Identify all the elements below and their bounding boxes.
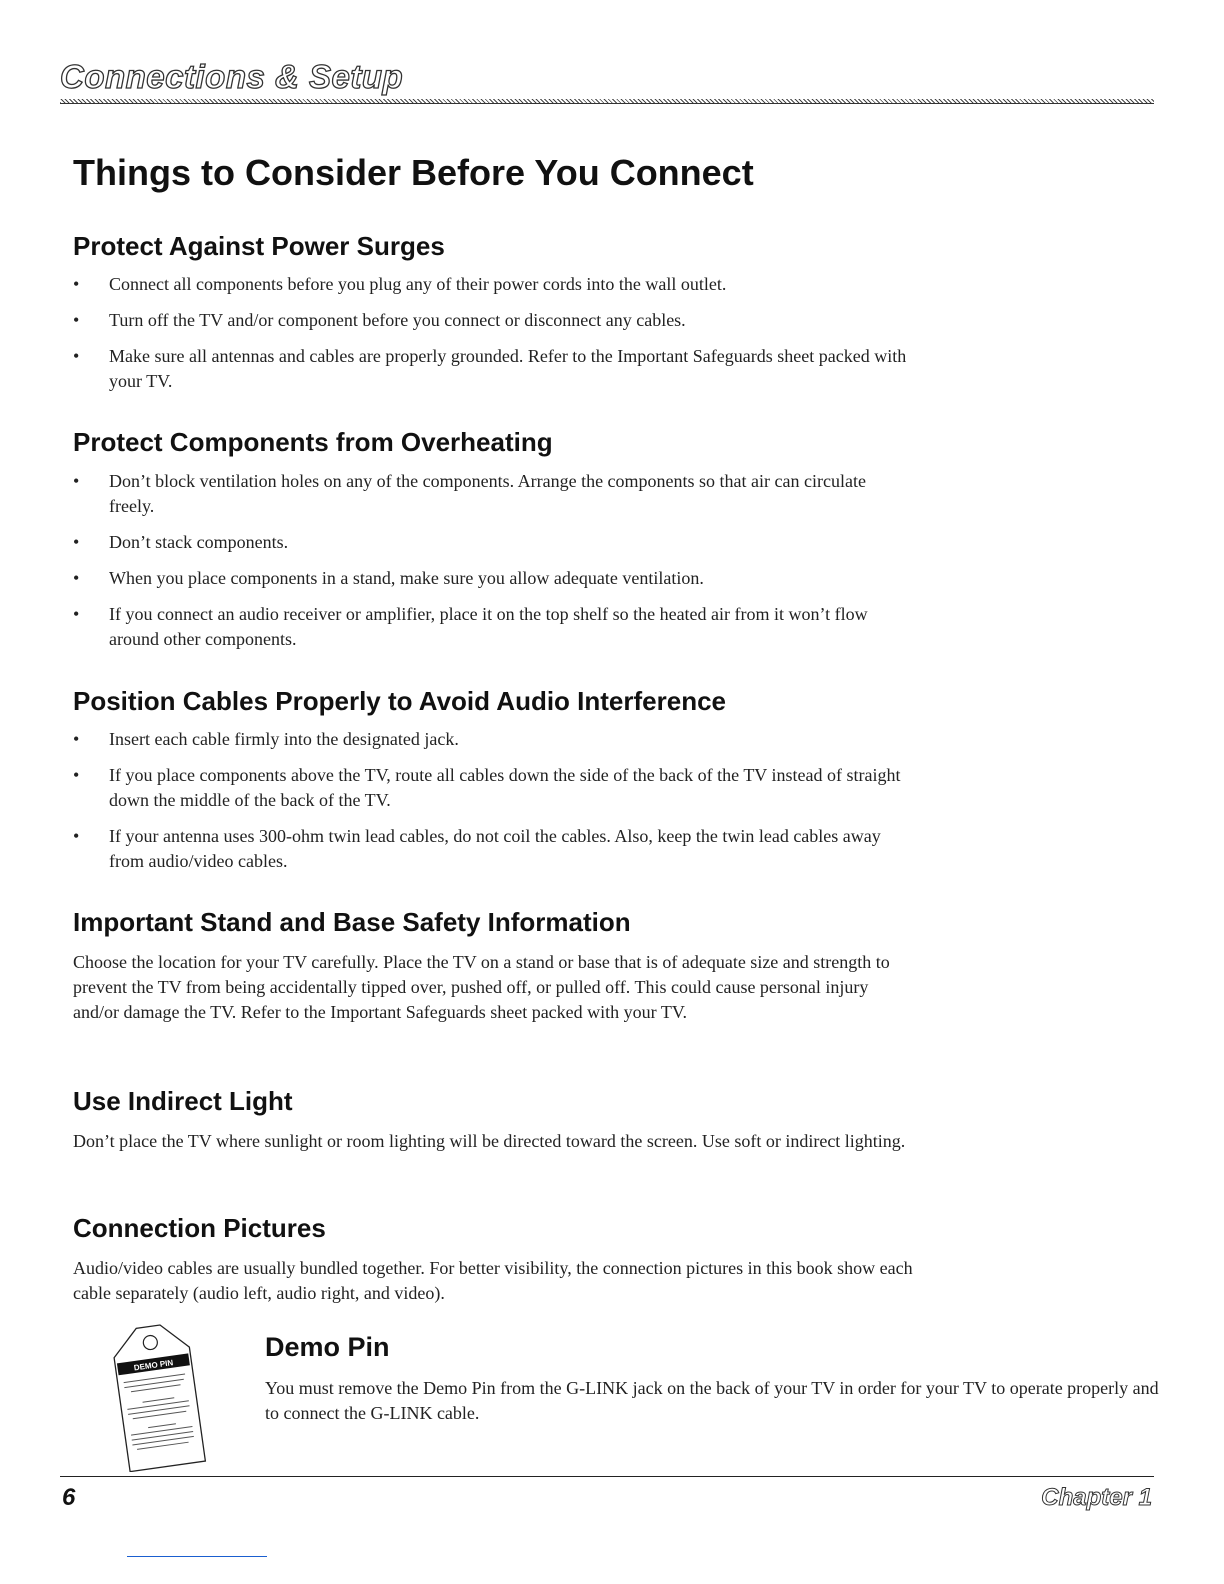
list-item: • Connect all components before you plug any of their power cords into the wall outlet. xyxy=(73,272,913,297)
list-item: • Turn off the TV and/or component before you connect or disconnect any cables. xyxy=(73,308,913,333)
list-item: • When you place components in a stand, make sure you allow adequate ventilation. xyxy=(73,566,913,591)
heading-power-surges: Protect Against Power Surges xyxy=(73,231,445,261)
heading-overheating: Protect Components from Overheating xyxy=(73,427,553,457)
paragraph-demo-pin: You must remove the Demo Pin from the G-LINK jack on the back of your TV in order for your TV to operate properly and to connect the G-LINK cable. xyxy=(265,1378,1159,1423)
demo-pin-tag-image xyxy=(108,1322,208,1472)
list-item: • Don’t stack components. xyxy=(73,530,913,555)
list-power-surges xyxy=(73,272,913,405)
heading-demo-pin: Demo Pin xyxy=(265,1332,390,1362)
heading-cables: Position Cables Properly to Avoid Audio Interference xyxy=(73,686,726,716)
list-item: • If you connect an audio receiver or amplifier, place it on the top shelf so the heated air from it won’t flow around other components. xyxy=(73,602,913,652)
footer-rule xyxy=(60,1476,1154,1477)
tag-icon xyxy=(108,1322,208,1472)
divider xyxy=(127,1556,267,1557)
list-cables xyxy=(73,727,913,885)
heading-stand-safety: Important Stand and Base Safety Information xyxy=(73,907,631,937)
list-item: • If you place components above the TV, route all cables down the side of the back of the TV instead of straight down the middle of the back of the TV. xyxy=(73,763,913,813)
section-title: Connections & Setup xyxy=(60,58,404,95)
chapter-label: Chapter 1 xyxy=(1041,1484,1152,1511)
page-title: Things to Consider Before You Connect xyxy=(73,152,754,193)
list-item: • If your antenna uses 300-ohm twin lead cables, do not coil the cables. Also, keep the twin lead cables away from audio/video cables. xyxy=(73,824,913,874)
list-item: • Insert each cable firmly into the designated jack. xyxy=(73,727,913,752)
paragraph-indirect-light: Don’t place the TV where sunlight or room lighting will be directed toward the screen. Use soft or indirect lighting. xyxy=(73,1131,906,1151)
heading-connection-pictures: Connection Pictures xyxy=(73,1213,326,1243)
list-item: • Don’t block ventilation holes on any of the components. Arrange the components so that air can circulate freely. xyxy=(73,469,913,519)
heading-indirect-light: Use Indirect Light xyxy=(73,1086,293,1116)
list-item: • Make sure all antennas and cables are properly grounded. Refer to the Important Safeguards sheet packed with your TV. xyxy=(73,344,913,394)
header-rule xyxy=(60,99,1154,104)
page-number: 6 xyxy=(62,1484,76,1511)
tag-label: DEMO PIN xyxy=(133,1358,174,1373)
list-overheating xyxy=(73,469,913,663)
paragraph-stand-safety: Choose the location for your TV carefully. Place the TV on a stand or base that is of adequate size and strength to prevent the TV from being accidentally tipped over, pushed off, or pulled off. This could cause personal injury and/or damage the TV. Refer to the Important Safeguards sheet packed with your TV. xyxy=(73,952,890,1022)
paragraph-connection-pictures: Audio/video cables are usually bundled together. For better visibility, the connection pictures in this book show each cable separately (audio left, audio right, and video). xyxy=(73,1258,913,1303)
